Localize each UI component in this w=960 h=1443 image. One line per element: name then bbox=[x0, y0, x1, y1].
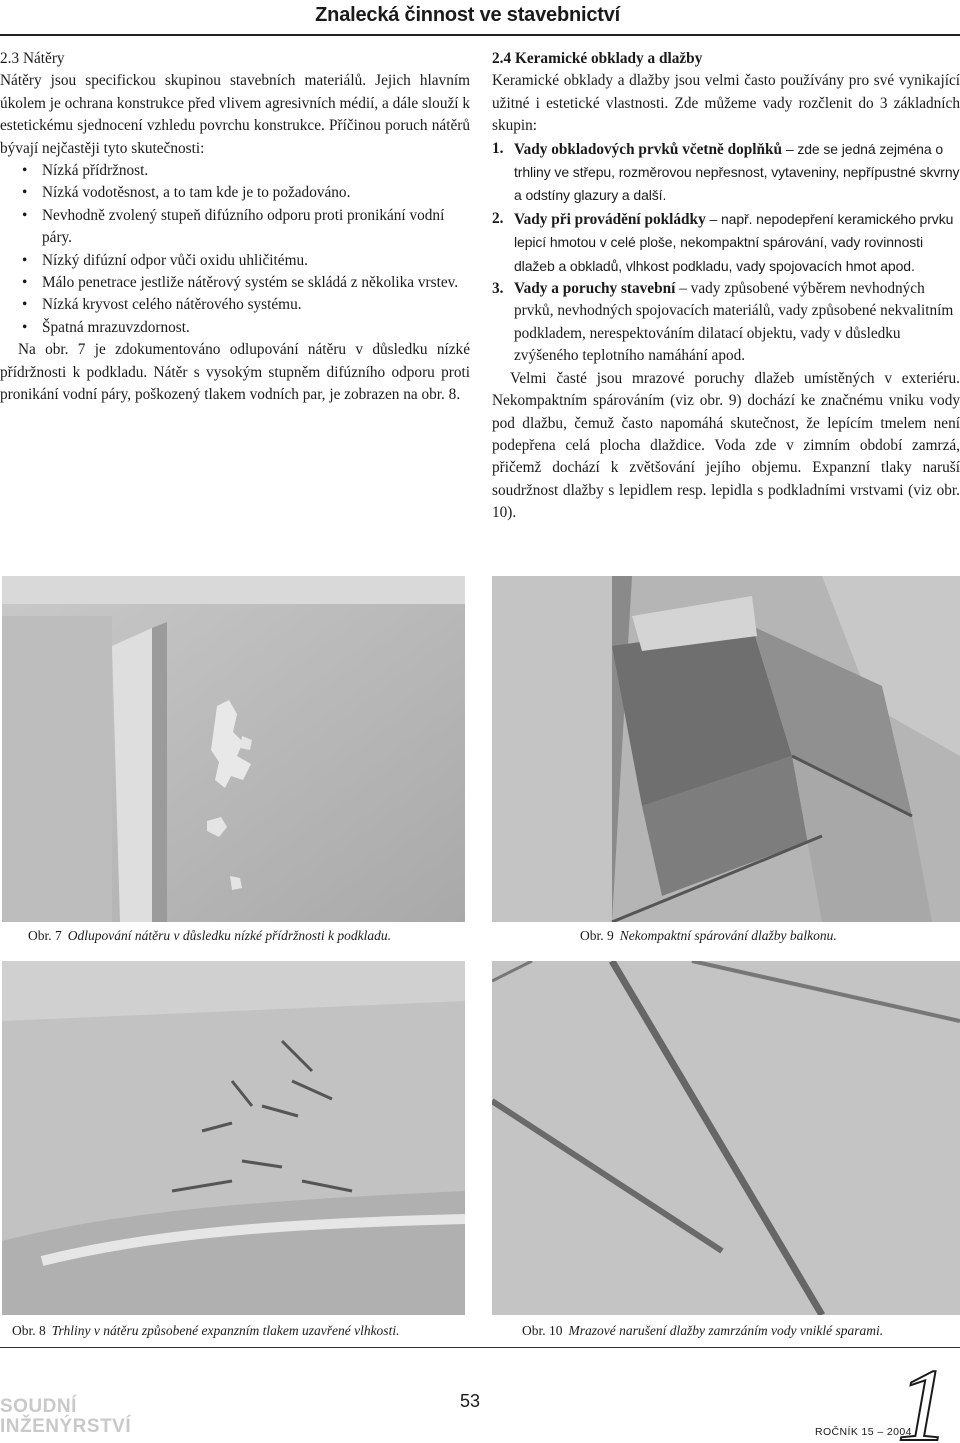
page-header bbox=[0, 0, 960, 38]
group-description: – např. nepodepření keramického prvku lepicí hmotou v celé ploše, nekompaktní spárování, vady rovinnosti dlažeb a obkladů, vlhkost podkladu, vady spojovacích hmot apod. bbox=[514, 210, 954, 274]
list-item: • Nízký difúzní odpor vůči oxidu uhličitému. bbox=[0, 250, 470, 272]
journal-section-title: Znalecká činnost ve stavebnictví bbox=[315, 4, 620, 26]
left-column bbox=[0, 48, 470, 407]
figure-caption-text: Odlupování nátěru v důsledku nízké přídržnosti k podkladu. bbox=[67, 928, 391, 943]
issue-number-graphic bbox=[895, 1352, 960, 1443]
group-title: Vady při provádění pokládky bbox=[514, 210, 706, 228]
section-heading-ceramics: 2.4 Keramické obklady a dlažby bbox=[492, 50, 703, 67]
logo-text-line-1: SOUDNÍ bbox=[0, 1396, 77, 1417]
group-description: – vady způsobené výběrem nevhodných prvků, nevhodných spojovacích materiálů, vady způsobené nekvalitním podkladem, nerespektováním dilatací objektu, vady v důsledku zvýšeného teplotního namáhání apod. bbox=[514, 280, 954, 365]
figure-caption-text: Nekompaktní spárování dlažby balkonu. bbox=[619, 928, 837, 943]
figure-caption-8 bbox=[12, 1323, 399, 1339]
photo-cracked-paint bbox=[2, 961, 465, 1315]
figure-number: Obr. 7 bbox=[28, 928, 62, 943]
photo-balcony-tiles bbox=[492, 576, 960, 922]
group-description: – zde se jedná zejména o trhliny ve střepu, rozměrovou nepřesnost, vytaveniny, nepřípustné skvrny a odstíny glazury a další. bbox=[514, 140, 960, 204]
figure-caption-text: Mrazové narušení dlažby zamrzáním vody vniklé sparami. bbox=[568, 1323, 884, 1338]
paints-intro-paragraph: Nátěry jsou specifickou skupinou stavebních materiálů. Jejich hlavním úkolem je ochrana konstrukce před vlivem agresivních médií, a dále slouží k estetickému sjednocení vzhledu povrchu konstrukce. Příčinou poruch nátěrů bývají nejčastěji tyto skutečnosti: bbox=[0, 72, 470, 157]
list-item: • Nízká kryvost celého nátěrového systému. bbox=[0, 294, 470, 316]
journal-logo bbox=[0, 1397, 140, 1441]
figure-number: Obr. 9 bbox=[580, 928, 614, 943]
ceramics-closing-paragraph: Velmi časté jsou mrazové poruchy dlažeb umístěných v exteriéru. Nekompaktním spárováním (viz obr. 9) dochází ke značnému vniku vody pod dlažbu, čemuž často napomáhá skutečnost, že lepícím tmelem není podepřena celá plocha dlaždice. Voda zde v zimním období zamrzá, přičemž dochází k zvětšování jejího objemu. Expanzní tlaky naruší soudržnost dlažby s lepidlem resp. lepidla s podkladními vrstvami (viz obr. 10). bbox=[492, 369, 960, 522]
issue-number: 1 bbox=[897, 1352, 949, 1443]
list-item: • Nízká vodotěsnost, a to tam kde je to požadováno. bbox=[0, 182, 470, 204]
photo-peeling-paint bbox=[2, 576, 465, 922]
logo-text-line-2: INŽENÝRSTVÍ bbox=[0, 1416, 132, 1437]
group-title: Vady obkladových prvků včetně doplňků bbox=[514, 140, 783, 158]
defect-group-1 bbox=[492, 138, 960, 208]
list-item: • Málo penetrace jestliže nátěrový systém se skládá z několika vrstev. bbox=[0, 272, 470, 294]
defect-group-3 bbox=[492, 278, 960, 368]
paints-closing-paragraph: Na obr. 7 je zdokumentováno odlupování nátěru v důsledku nízké přídržnosti k podkladu. Nátěr s vysokým stupněm difúzního odporu proti pronikání vodní páry, poškozený tlakem vodních par, je zobrazen na obr. 8. bbox=[0, 341, 470, 404]
figure-number: Obr. 8 bbox=[12, 1323, 46, 1338]
group-number: 3. bbox=[492, 280, 504, 298]
ceramics-intro-paragraph: Keramické obklady a dlažby jsou velmi často používány pro své vynikající užitné i estetické vlastnosti. Zde můžeme vady rozčlenit do 3 základních skupin: bbox=[492, 72, 960, 135]
paints-defects-list bbox=[0, 160, 470, 339]
section-heading-paints: 2.3 Nátěry bbox=[0, 50, 65, 67]
right-column bbox=[492, 48, 960, 525]
figure-number: Obr. 10 bbox=[522, 1323, 563, 1338]
list-item: • Nevhodně zvolený stupeň difúzního odporu proti pronikání vodní páry. bbox=[0, 205, 470, 250]
footer-rule bbox=[0, 1347, 960, 1348]
figure-caption-10 bbox=[522, 1323, 883, 1339]
list-item: • Nízká přídržnost. bbox=[0, 160, 470, 182]
defect-group-2 bbox=[492, 208, 960, 278]
figure-caption-9 bbox=[580, 928, 837, 944]
list-item: • Špatná mrazuvzdornost. bbox=[0, 317, 470, 339]
header-rule bbox=[0, 34, 960, 36]
group-number: 1. bbox=[492, 139, 504, 157]
group-number: 2. bbox=[492, 209, 504, 227]
ceramics-defect-groups bbox=[492, 138, 960, 368]
figure-caption-text: Trhliny v nátěru způsobené expanzním tlakem uzavřené vlhkosti. bbox=[51, 1323, 400, 1338]
photo-frost-damaged-tiles bbox=[492, 961, 960, 1315]
volume-label: ROČNÍK 15 – 2004 bbox=[815, 1426, 912, 1438]
figure-caption-7 bbox=[28, 928, 391, 944]
group-title: Vady a poruchy stavební bbox=[514, 280, 676, 298]
page-number: 53 bbox=[460, 1391, 481, 1411]
